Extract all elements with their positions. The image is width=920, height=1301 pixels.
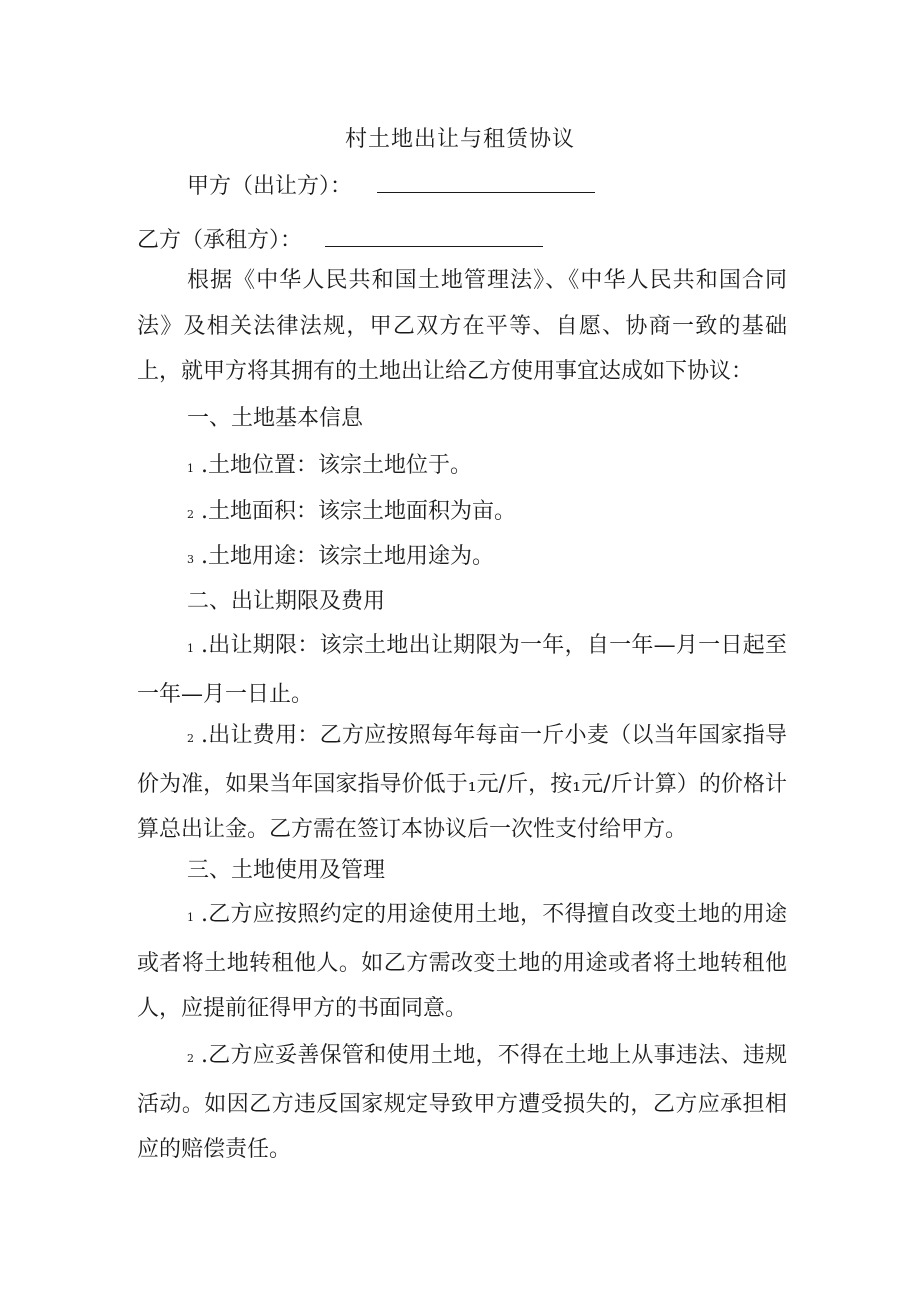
party-a-line [187,172,595,202]
item-text: .出让期限：该宗土地出让期限为一年，自一年—月一日起至一年—月一日止。 [137,633,787,707]
section-heading: 一、土地基本信息 [187,406,364,431]
document-title: 村土地出让与租赁协议 [344,127,575,152]
intro-paragraph: 根据《中华人民共和国土地管理法》、《中华人民共和国合同法》及相关法律法规，甲乙双方在平等、自愿、协商一致的基础上，就甲方将其拥有的土地出让给乙方使用事宜达成如下协议： [137,268,787,384]
item-number: 2 [187,1052,194,1065]
section-heading: 三、土地使用及管理 [187,858,386,883]
party-a-blank [377,172,595,193]
section-heading: 二、出让期限及费用 [187,589,386,614]
list-item [187,451,472,484]
list-item [137,623,787,717]
item-text: .土地位置：该宗土地位于。 [201,453,472,478]
list-item [137,892,787,1032]
item-text: .乙方应妥善保管和使用土地，不得在土地上从事违法、违规活动。如因乙方违反国家规定导致甲方遭受损失的，乙方应承担相应的赔偿责任。 [137,1043,787,1162]
item-number: 1 [187,462,194,475]
item-text: .出让费用：乙方应按照每年每亩一斤小麦（以当年国家指导价为准，如果当年国家指导价低于₁元/斤，按₁元/斤计算）的价格计算总出让金。乙方需在签订本协议后一次性支付给甲方。 [137,723,787,842]
item-number: 1 [187,642,194,655]
party-b-label: 乙方（承租方）： [137,228,303,253]
party-a-label: 甲方（出让方）： [187,174,353,199]
item-number: 3 [187,553,194,566]
item-number: 2 [187,732,194,745]
party-b-blank [325,226,543,247]
list-item [137,713,787,853]
list-item [137,1033,787,1173]
item-text: .土地用途：该宗土地用途为。 [201,544,494,569]
item-number: 2 [187,508,194,521]
item-text: .土地面积：该宗土地面积为亩。 [201,499,516,524]
list-item [187,542,494,575]
party-b-line [137,226,543,256]
item-text: .乙方应按照约定的用途使用土地，不得擅自改变土地的用途或者将土地转租他人。如乙方需改变土地的用途或者将土地转租他人，应提前征得甲方的书面同意。 [137,902,787,1021]
list-item [187,497,516,530]
item-number: 1 [187,911,194,924]
